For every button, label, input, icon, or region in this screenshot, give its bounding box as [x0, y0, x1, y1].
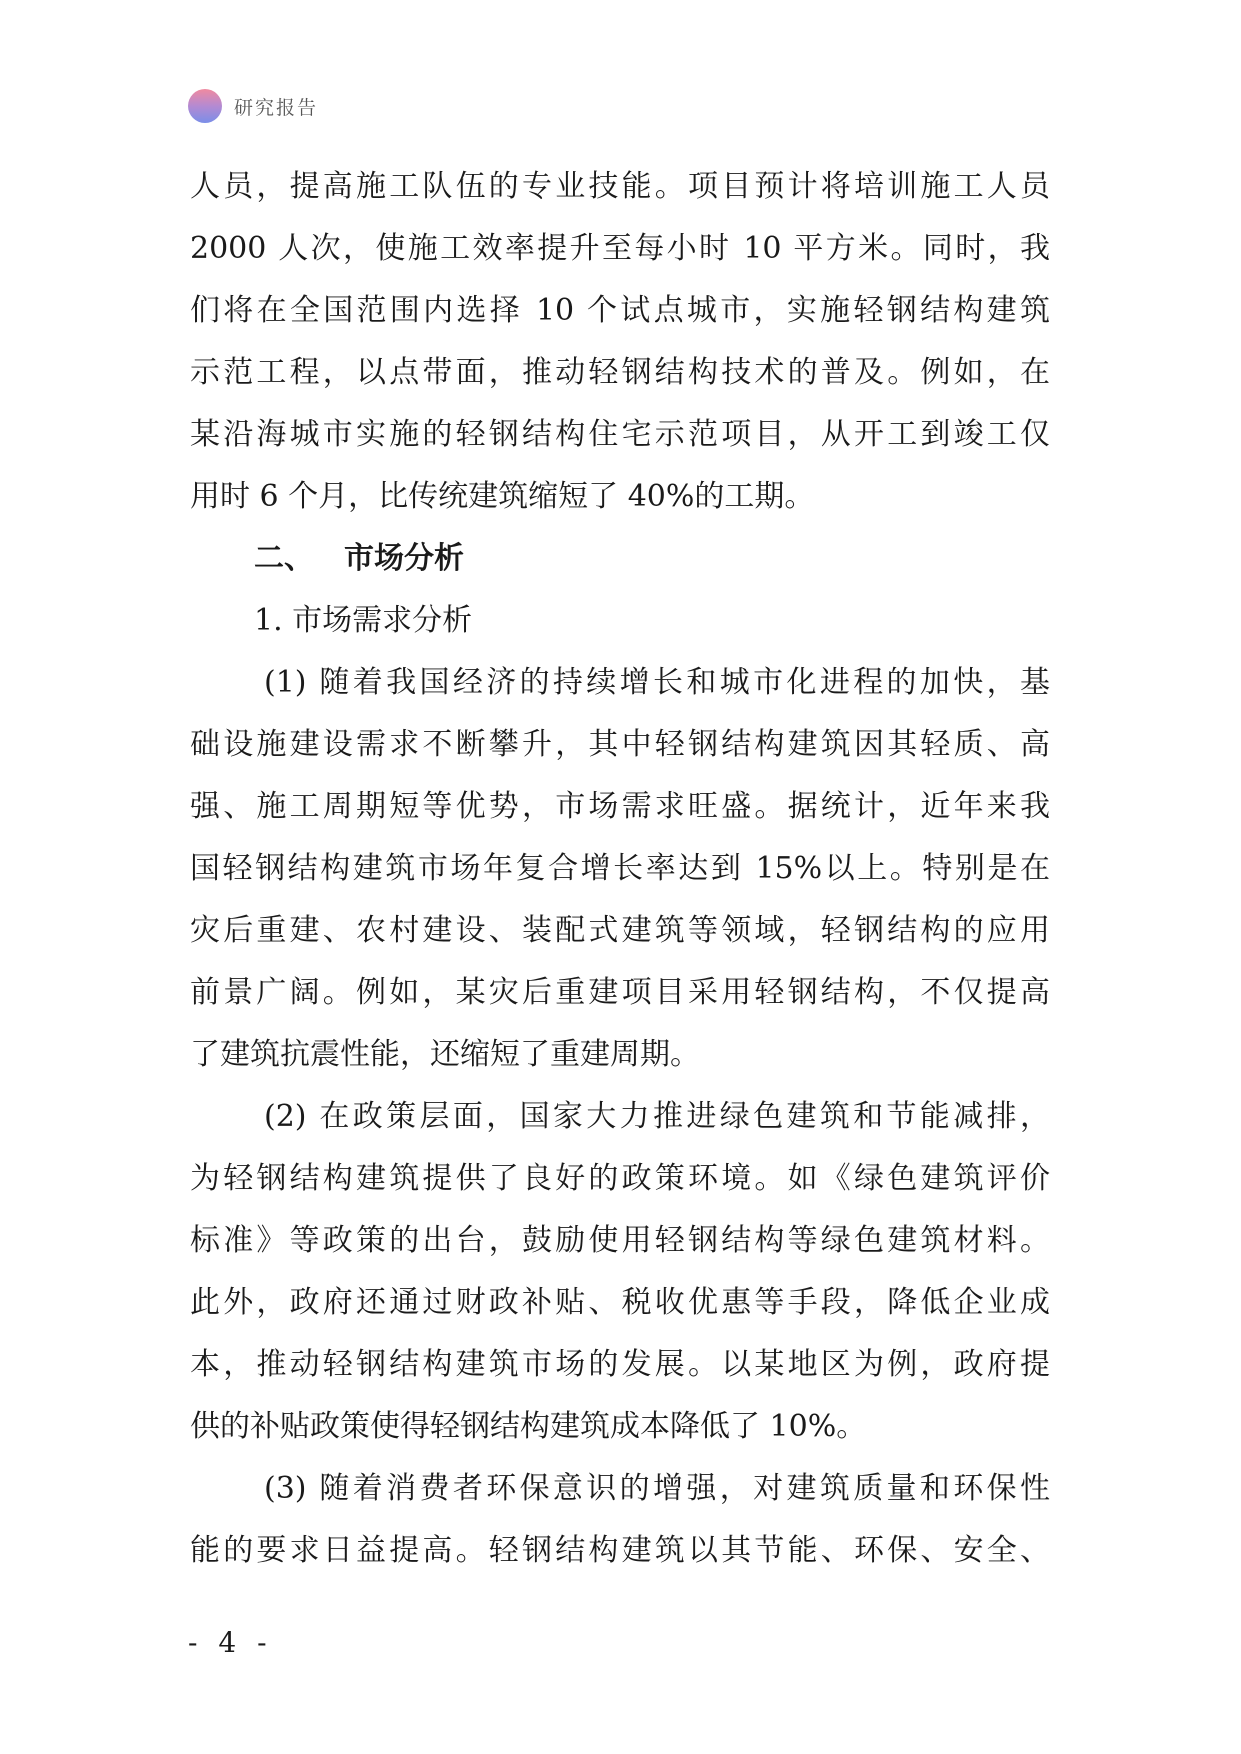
- text-line: (1) 随着我国经济的持续增长和城市化进程的加快，基: [264, 665, 1050, 700]
- paragraph-training: [190, 156, 1050, 528]
- text-line: (2) 在政策层面，国家大力推进绿色建筑和节能减排，: [264, 1099, 1050, 1134]
- text-line: 人员，提高施工队伍的专业技能。项目预计将培训施工人员: [190, 169, 1050, 204]
- text-line: 供的补贴政策使得轻钢结构建筑成本降低了 10%。: [190, 1409, 867, 1444]
- report-header: [188, 88, 318, 124]
- text-line: 能的要求日益提高。轻钢结构建筑以其节能、环保、安全、: [190, 1533, 1050, 1568]
- section-number: 二、: [254, 541, 314, 576]
- paragraph-policy: [190, 1086, 1050, 1458]
- text-line: 2000 人次，使施工效率提升至每小时 10 平方米。同时，我: [190, 231, 1050, 266]
- text-line: 前景广阔。例如，某灾后重建项目采用轻钢结构，不仅提高: [190, 975, 1050, 1010]
- report-logo-icon: [188, 89, 222, 123]
- document-body: [190, 156, 1050, 1582]
- subsection-heading: 1. 市场需求分析: [254, 603, 473, 638]
- paragraph-consumer: [190, 1458, 1050, 1582]
- text-line: 灾后重建、农村建设、装配式建筑等领域，轻钢结构的应用: [190, 913, 1050, 948]
- text-line: 此外，政府还通过财政补贴、税收优惠等手段，降低企业成: [190, 1285, 1050, 1320]
- text-line: 标准》等政策的出台，鼓励使用轻钢结构等绿色建筑材料。: [190, 1223, 1050, 1258]
- text-line: 们将在全国范围内选择 10 个试点城市，实施轻钢结构建筑: [190, 293, 1050, 328]
- text-line: 示范工程，以点带面，推动轻钢结构技术的普及。例如，在: [190, 355, 1050, 390]
- text-line: 为轻钢结构建筑提供了良好的政策环境。如《绿色建筑评价: [190, 1161, 1050, 1196]
- section-heading: [190, 528, 1050, 590]
- text-line: 国轻钢结构建筑市场年复合增长率达到 15%以上。特别是在: [190, 851, 1050, 886]
- text-line: 了建筑抗震性能，还缩短了重建周期。: [190, 1037, 700, 1072]
- report-title: 研究报告: [234, 96, 319, 119]
- page-number: - 4 -: [188, 1626, 273, 1659]
- text-line: 强、施工周期短等优势，市场需求旺盛。据统计，近年来我: [190, 789, 1050, 824]
- text-line: 某沿海城市实施的轻钢结构住宅示范项目，从开工到竣工仅: [190, 417, 1050, 452]
- text-line: 础设施建设需求不断攀升，其中轻钢结构建筑因其轻质、高: [190, 727, 1050, 762]
- paragraph-demand: [190, 652, 1050, 1086]
- text-line: (3) 随着消费者环保意识的增强，对建筑质量和环保性: [264, 1471, 1050, 1506]
- section-title: 市场分析: [344, 541, 464, 576]
- text-line: 用时 6 个月，比传统建筑缩短了 40%的工期。: [190, 479, 815, 514]
- text-line: 本，推动轻钢结构建筑市场的发展。以某地区为例，政府提: [190, 1347, 1050, 1382]
